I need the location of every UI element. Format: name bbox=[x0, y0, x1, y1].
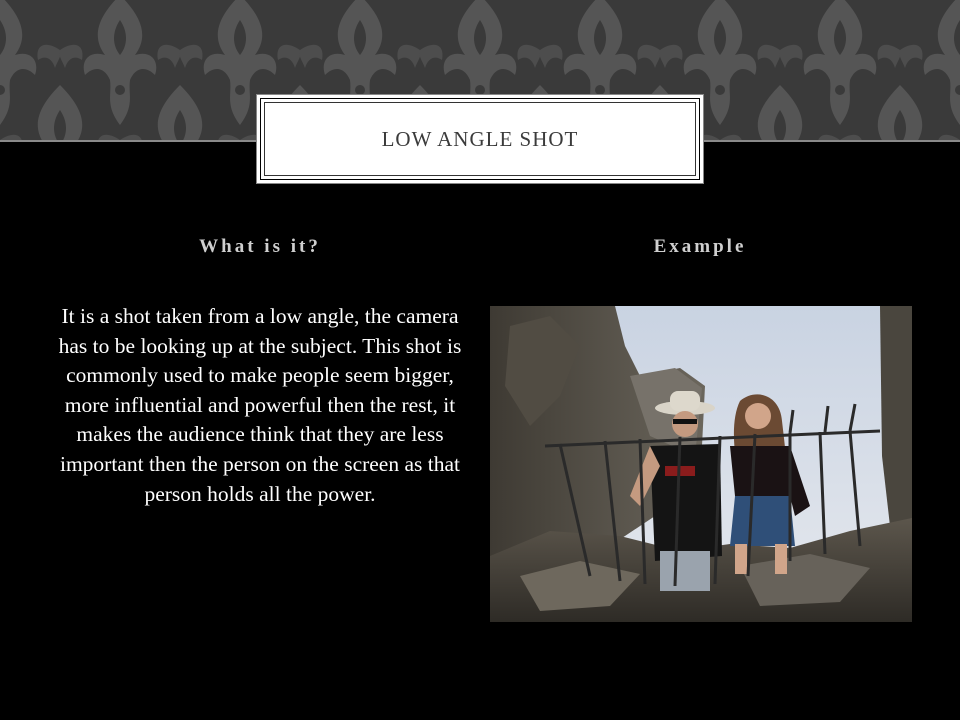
example-photo bbox=[490, 306, 912, 622]
slide-title: LOW ANGLE SHOT bbox=[381, 126, 579, 151]
left-column-heading: What is it? bbox=[199, 236, 321, 257]
title-box bbox=[260, 98, 700, 180]
definition-text: It is a shot taken from a low angle, the camera has to be looking up at the subject. This shot is commonly used to make people seem bigger, more influential and powerful then the rest, it makes the audience think that they are less important then the person on the screen as that person holds all the power. bbox=[58, 304, 462, 506]
low-angle-photo-illustration bbox=[490, 306, 912, 622]
right-column-heading: Example bbox=[653, 236, 747, 257]
